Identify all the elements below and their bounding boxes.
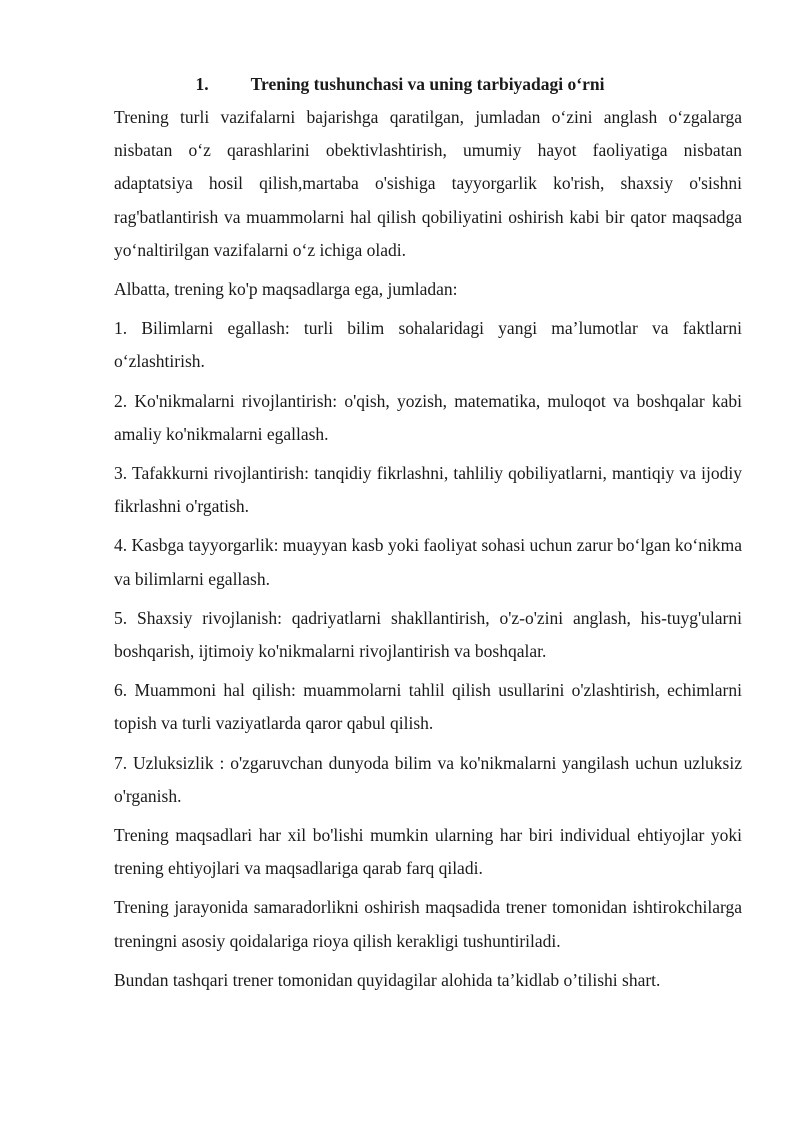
closing-paragraph: Bundan tashqari trener tomonidan quyidagilar alohida ta’kidlab o’tilishi shart. [114, 969, 661, 990]
section-heading [0, 72, 800, 96]
intro-paragraph: Trening turli vazifalarni bajarishga qaratilgan, jumladan o‘zini anglash o‘zgalarga nisbatan o‘z qarashlarini obektivlashtirish, umumiy hayot faoliyatiga nisbatan adaptatsiya hosil qilish,martaba o'sishiga tayyorgarlik ko'rish, shaxsiy o'sishni rag'batlantirish va muammolarni hal qilish qobiliyatini oshirish kabi bir qator maqsadga yo‘naltirilgan vazifalarni o‘z ichiga oladi. [114, 107, 742, 260]
list-item-career: 4. Kasbga tayyorgarlik: muayyan kasb yoki faoliyat sohasi uchun zarur bo‘lgan ko‘nikma va bilimlarni egallash. [114, 535, 742, 589]
list-item-thinking: 3. Tafakkurni rivojlantirish: tanqidiy fikrlashni, tahliliy qobiliyatlarni, mantiqiy va ijodiy fikrlashni o'rgatish. [114, 463, 742, 517]
list-item-knowledge: 1. Bilimlarni egallash: turli bilim sohalaridagi yangi ma’lumotlar va faktlarni o‘zlashtirish. [114, 318, 742, 372]
section-title: Trening tushunchasi va uning tarbiyadagi o‘rni [250, 74, 605, 94]
list-item-continuity: 7. Uzluksizlik : o'zgaruvchan dunyoda bilim va ko'nikmalarni yangilash uchun uzluksiz o'rganish. [114, 752, 742, 806]
list-item-personal: 5. Shaxsiy rivojlanish: qadriyatlarni shakllantirish, o'z-o'zini anglash, his-tuyg'ularni boshqarish, ijtimoiy ko'nikmalarni rivojlantirish va boshqalar. [114, 607, 742, 662]
list-item-problem-solving: 6. Muammoni hal qilish: muammolarni tahlil qilish usullarini o'zlashtirish, echimlarni topish va turli vaziyatlarda qaror qabul qilish. [114, 680, 742, 734]
rules-paragraph: Trening jarayonida samaradorlikni oshirish maqsadida trener tomonidan ishtirokchilarga treningni asosiy qoidalariga rioya qilish kerakligi tushuntiriladi. [114, 897, 742, 951]
goals-lead-paragraph: Albatta, trening ko'p maqsadlarga ega, jumladan: [114, 279, 458, 300]
list-item-skills: 2. Ko'nikmalarni rivojlantirish: o'qish, yozish, matematika, muloqot va boshqalar kabi amaliy ko'nikmalarni egallash. [114, 390, 742, 444]
goals-summary-paragraph: Trening maqsadlari har xil bo'lishi mumkin ularning har biri individual ehtiyojlar yoki trening ehtiyojlari va maqsadlariga qarab farq qiladi. [114, 825, 742, 879]
document-body [114, 101, 742, 997]
section-number: 1. [195, 74, 209, 94]
